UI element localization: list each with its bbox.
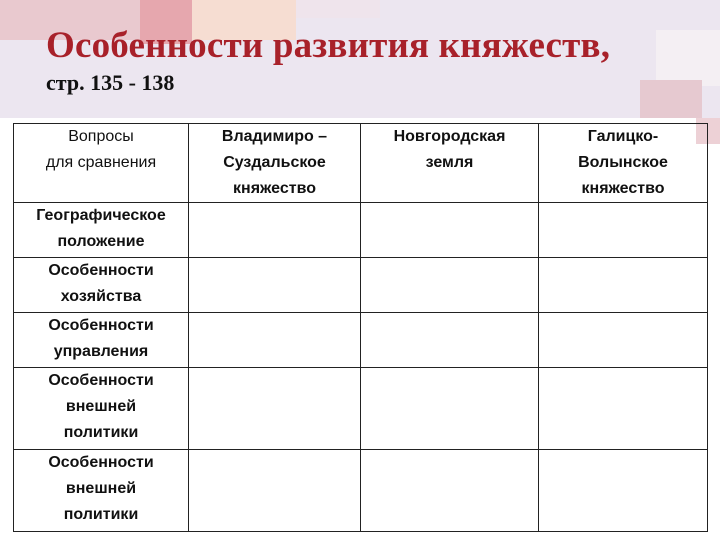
- comparison-table: [13, 123, 708, 532]
- table-cell: [361, 203, 539, 258]
- table-cell: [361, 258, 539, 313]
- row-label-line: внешней: [65, 480, 137, 497]
- row-label-economy: [14, 258, 189, 313]
- table-cell: [189, 313, 361, 368]
- page-subtitle: стр. 135 - 138: [46, 70, 175, 95]
- header-line: Вопросы: [68, 128, 134, 145]
- decor-block: [640, 80, 702, 118]
- table-header-row: [14, 124, 708, 203]
- decor-block: [296, 0, 380, 18]
- table-row: [14, 450, 708, 532]
- row-label-line: Особенности: [48, 317, 154, 334]
- row-label-line: политики: [63, 506, 139, 523]
- header-line: Галицко-: [587, 128, 659, 145]
- row-label-line: хозяйства: [60, 288, 142, 305]
- row-label-line: Географическое: [36, 207, 166, 224]
- header-line: Новгородская: [393, 128, 506, 145]
- row-label-line: положение: [57, 233, 145, 250]
- table-cell: [539, 203, 708, 258]
- row-label-line: Особенности: [48, 262, 154, 279]
- header-questions: [14, 124, 189, 203]
- page-title: Особенности развития княжеств,: [46, 25, 611, 66]
- header-line: Суздальское: [223, 154, 326, 171]
- row-label-foreign-policy-2: [14, 450, 189, 532]
- table-cell: [539, 450, 708, 532]
- header-line: для сравнения: [45, 154, 157, 171]
- table-cell: [189, 368, 361, 450]
- table-cell: [189, 450, 361, 532]
- row-label-line: Особенности: [48, 372, 154, 389]
- row-label-governance: [14, 313, 189, 368]
- table-row: [14, 258, 708, 313]
- table-row: [14, 313, 708, 368]
- header-line: Владимиро –: [221, 128, 328, 145]
- table-cell: [361, 313, 539, 368]
- header-novgorod: [361, 124, 539, 203]
- table-cell: [539, 368, 708, 450]
- table-cell: [539, 313, 708, 368]
- decor-block: [656, 30, 720, 86]
- row-label-foreign-policy: [14, 368, 189, 450]
- table-row: [14, 203, 708, 258]
- header-line: княжество: [233, 180, 316, 197]
- row-label-line: политики: [63, 424, 139, 441]
- row-label-line: управления: [53, 343, 149, 360]
- table-cell: [361, 450, 539, 532]
- table-cell: [189, 258, 361, 313]
- row-label-geography: [14, 203, 189, 258]
- header-vladimir-suzdal: [189, 124, 361, 203]
- header-galicia-volhynia: [539, 124, 708, 203]
- table-cell: [539, 258, 708, 313]
- table-cell: [361, 368, 539, 450]
- header-line: княжество: [581, 180, 665, 197]
- header-line: Волынское: [578, 154, 668, 171]
- row-label-line: Особенности: [48, 454, 154, 471]
- row-label-line: внешней: [65, 398, 137, 415]
- table-cell: [189, 203, 361, 258]
- header-line: земля: [425, 154, 474, 171]
- table-row: [14, 368, 708, 450]
